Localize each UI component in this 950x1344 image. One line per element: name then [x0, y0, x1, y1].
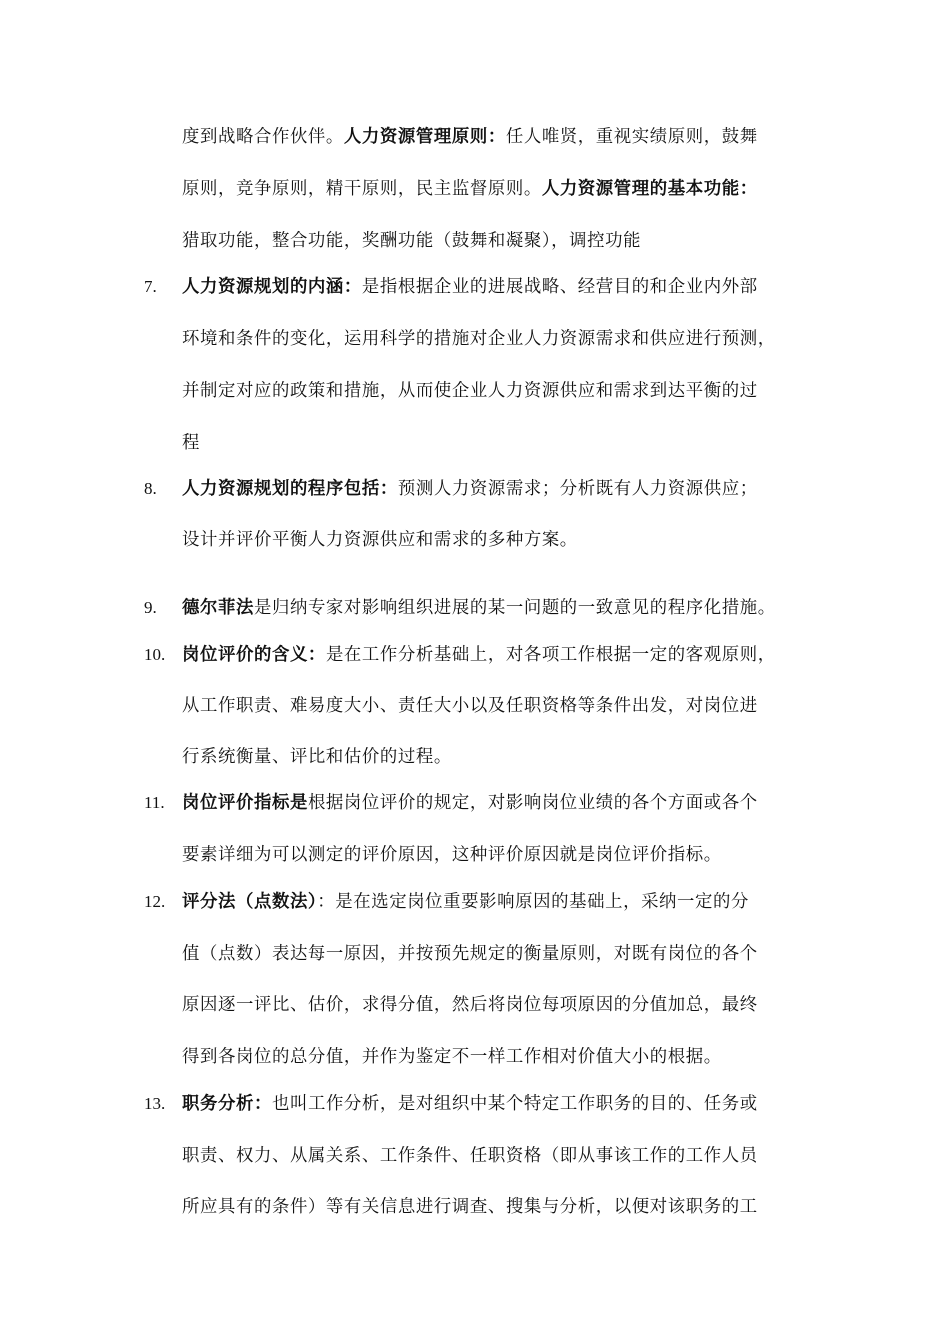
list-number: 10.	[144, 645, 166, 664]
text-line: 从工作职责、难易度大小、责任大小以及任职资格等条件出发，对岗位进	[182, 696, 758, 716]
bold-term: 人力资源规划的内涵：	[182, 277, 362, 297]
list-number: 9.	[144, 598, 157, 617]
text-line: 职务分析：也叫工作分析，是对组织中某个特定工作职务的目的、任务或	[182, 1094, 758, 1114]
text-line: 原因逐一评比、估价，求得分值，然后将岗位每项原因的分值加总，最终	[182, 995, 758, 1015]
list-number: 13.	[144, 1094, 166, 1113]
text-line: 人力资源规划的内涵：是指根据企业的进展战略、经营目的和企业内外部	[182, 277, 758, 297]
bold-term: 岗位评价的含义：	[182, 645, 326, 665]
text-line: 评分法（点数法）：是在选定岗位重要影响原因的基础上，采纳一定的分	[182, 892, 750, 912]
text-line: 原则，竞争原则，精干原则，民主监督原则。人力资源管理的基本功能：	[182, 179, 758, 199]
text-line: 值（点数）表达每一原因，并按预先规定的衡量原则，对既有岗位的各个	[182, 944, 758, 964]
text-line: 岗位评价的含义：是在工作分析基础上，对各项工作根据一定的客观原则，	[182, 645, 776, 665]
text-line: 度到战略合作伙伴。人力资源管理原则：任人唯贤，重视实绩原则，鼓舞	[182, 127, 758, 147]
text-line: 人力资源规划的程序包括：预测人力资源需求；分析既有人力资源供应；	[182, 479, 758, 499]
bold-term: 人力资源管理的基本功能：	[541, 179, 758, 199]
text-line: 岗位评价指标是根据岗位评价的规定，对影响岗位业绩的各个方面或各个	[182, 793, 758, 813]
bold-term: 评分法（点数法）	[182, 892, 318, 912]
text-line: 行系统衡量、评比和估价的过程。	[182, 747, 452, 767]
text-line: 所应具有的条件）等有关信息进行调查、搜集与分析，以便对该职务的工	[182, 1197, 758, 1217]
list-number: 7.	[144, 277, 157, 296]
text-line: 猎取功能，整合功能，奖酬功能（鼓舞和凝聚），调控功能	[182, 231, 642, 251]
text-line: 要素详细为可以测定的评价原因，这种评价原因就是岗位评价指标。	[182, 845, 722, 865]
bold-term: 人力资源规划的程序包括：	[182, 479, 398, 499]
text-line: 环境和条件的变化，运用科学的措施对企业人力资源需求和供应进行预测，	[182, 329, 776, 349]
text-line: 德尔菲法是归纳专家对影响组织进展的某一问题的一致意见的程序化措施。	[182, 598, 776, 618]
bold-term: 职务分析：	[182, 1094, 272, 1114]
text-line: 设计并评价平衡人力资源供应和需求的多种方案。	[182, 530, 578, 550]
bold-term: 人力资源管理原则：	[343, 127, 506, 147]
bold-term: 德尔菲法	[182, 598, 254, 618]
text-line: 并制定对应的政策和措施，从而使企业人力资源供应和需求到达平衡的过	[182, 381, 758, 401]
text-line: 得到各岗位的总分值，并作为鉴定不一样工作相对价值大小的根据。	[182, 1047, 722, 1067]
text-line: 程	[182, 433, 200, 453]
text-line: 职责、权力、从属关系、工作条件、任职资格（即从事该工作的工作人员	[182, 1146, 758, 1166]
list-number: 8.	[144, 479, 157, 498]
bold-term: 岗位评价指标是	[182, 793, 308, 813]
list-number: 12.	[144, 892, 166, 911]
list-number: 11.	[144, 793, 165, 812]
